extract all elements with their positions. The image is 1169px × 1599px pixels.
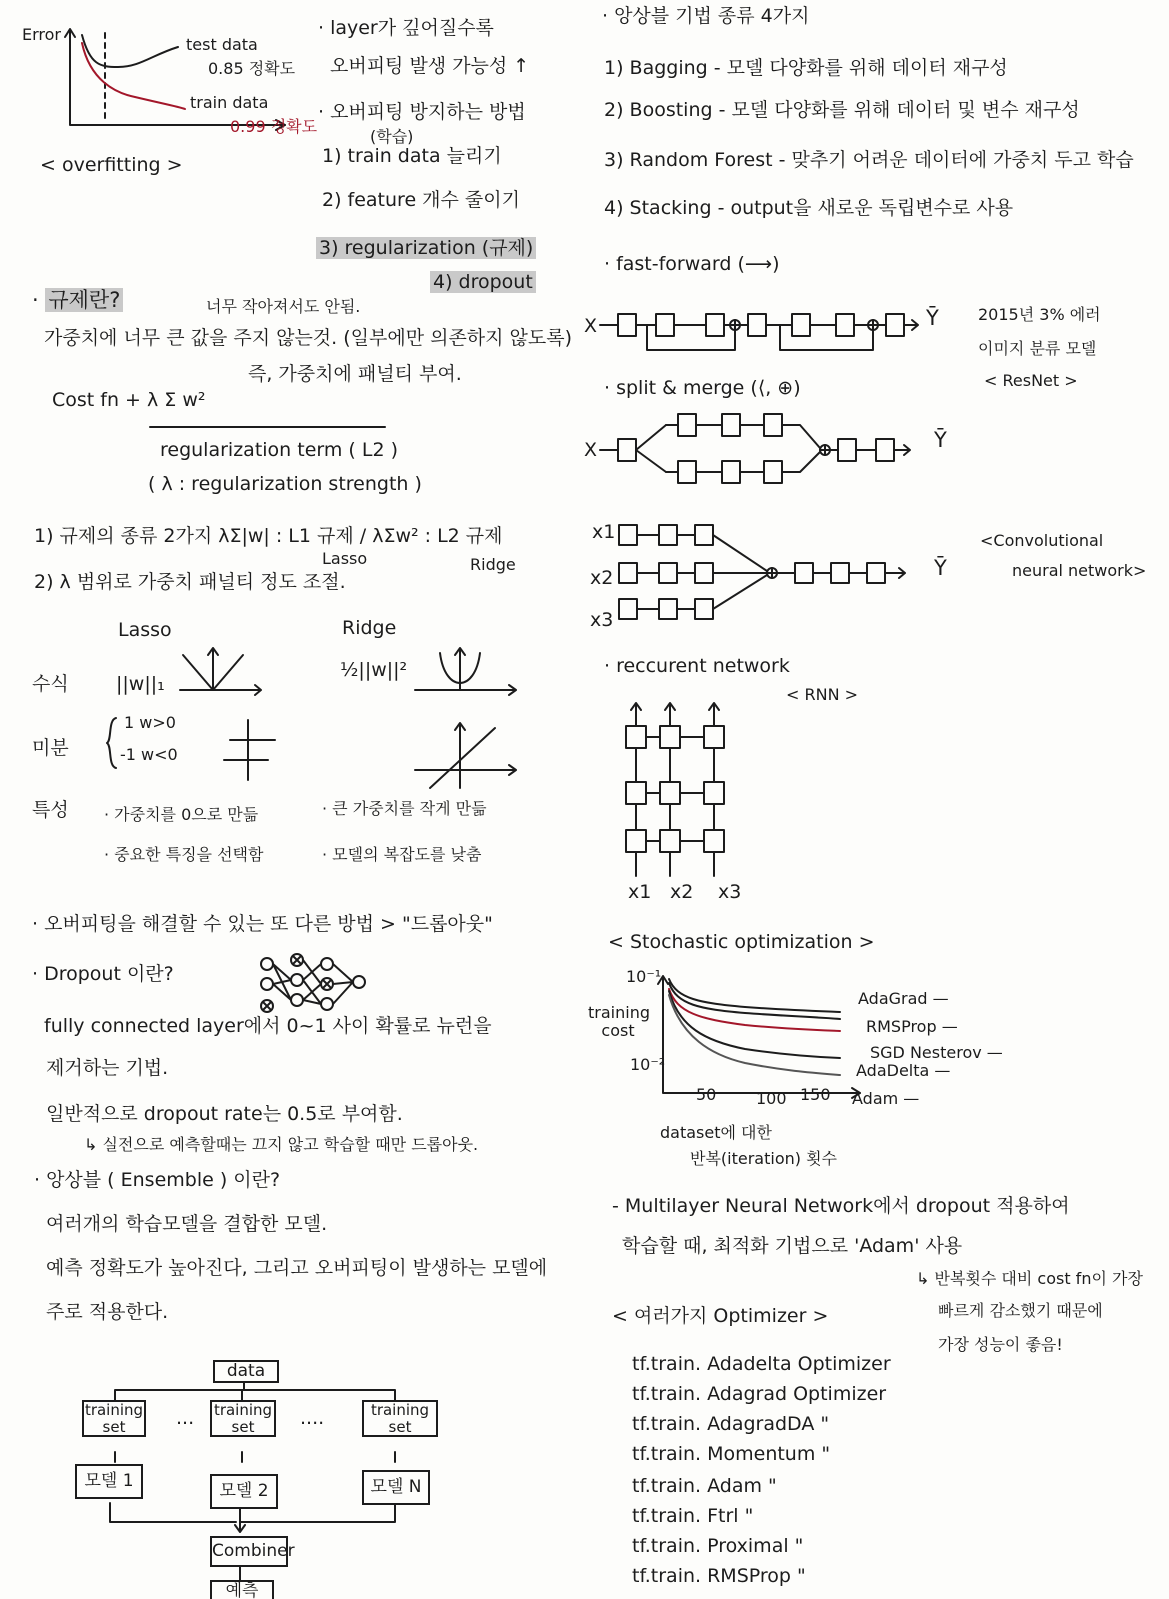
mnn-note-3: 가장 성능이 좋음!: [938, 1335, 1063, 1354]
test-data-label: test data: [186, 35, 258, 54]
legend-adam: Adam —: [852, 1089, 920, 1108]
prevent-item-1: 1) train data 늘리기: [322, 145, 502, 167]
sgd-xlabel-1: dataset에 대한: [660, 1123, 772, 1142]
split-y: Ȳ: [934, 428, 947, 452]
model-n: 모델 N: [362, 1470, 430, 1505]
reg-kinds-2: 2) λ 범위로 가중치 패널티 정도 조절.: [34, 571, 346, 593]
ensemble-kinds-title: · 앙상블 기법 종류 4가지: [602, 5, 810, 27]
lasso-prop-1: · 가중치를 0으로 만듦: [104, 805, 259, 824]
ensemble-line-2: 예측 정확도가 높아진다, 그리고 오버피팅이 발생하는 모델에: [46, 1257, 548, 1279]
ellipsis-2: ....: [300, 1407, 325, 1429]
resnet-note-3: < ResNet >: [984, 371, 1078, 390]
combiner-box: Combiner: [210, 1536, 288, 1567]
ensemble-kind-4: 4) Stacking - output을 새로운 독립변수로 사용: [604, 197, 1014, 219]
sgd-xlabel-2: 반복(iteration) 횟수: [690, 1149, 837, 1168]
sgd-xtick-100: 100: [756, 1089, 787, 1108]
layer-note-1: · layer가 깊어질수록: [318, 17, 494, 39]
reg-title: · 규제란?: [32, 288, 123, 312]
adagrad-line: [669, 979, 840, 1012]
rnn-x2: x2: [670, 881, 694, 903]
reg-term: regularization term ( L2 ): [160, 439, 398, 461]
ff-title: · fast-forward (⟶): [604, 253, 780, 275]
cnn-x1: x1: [592, 521, 616, 543]
optim-item-2: tf.train. Adagrad Optimizer: [632, 1383, 887, 1405]
mnn-note-2: 빠르게 감소했기 때문에: [938, 1301, 1103, 1320]
layer-note-2: 오버피팅 발생 가능성 ↑: [330, 55, 530, 77]
model-2: 모델 2: [210, 1474, 278, 1509]
sgd-chart: [655, 975, 875, 1105]
optim-item-1: tf.train. Adadelta Optimizer: [632, 1353, 891, 1375]
lasso-diff-1: 1 w>0: [124, 713, 176, 732]
ff-y: Ȳ: [926, 306, 939, 330]
cnn-diagram: [615, 515, 935, 625]
model-1: 모델 1: [75, 1464, 143, 1499]
training-set-2: training set: [210, 1400, 276, 1437]
ff-x: X: [584, 315, 598, 337]
col-ridge: Ridge: [342, 617, 397, 639]
lasso-prop-2: · 중요한 특징을 선택함: [104, 845, 264, 864]
adadelta-line: [669, 991, 840, 1058]
ensemble-line-3: 주로 적용한다.: [46, 1301, 169, 1323]
lasso-label: Lasso: [322, 549, 368, 568]
rnn-x1: x1: [628, 881, 652, 903]
optim-item-3: tf.train. AdagradDA ": [632, 1413, 830, 1435]
split-merge-diagram: [600, 410, 940, 490]
dropout-title: · Dropout 이란?: [32, 963, 174, 985]
cnn-x2: x2: [590, 567, 614, 589]
legend-rmsprop: RMSProp —: [866, 1017, 958, 1036]
prediction-box: 예측: [210, 1580, 274, 1599]
dropout-line-1: fully connected layer에서 0~1 사이 확률로 뉴런을: [44, 1015, 492, 1037]
reg-kinds-1: 1) 규제의 종류 2가지 λΣ|w| : L1 규제 / λΣw² : L2 규제: [34, 525, 503, 547]
ridge-label: Ridge: [470, 555, 516, 574]
reg-formula: Cost fn + λ Σ w²: [52, 389, 206, 411]
rnn-diagram: [618, 700, 748, 880]
optim-item-6: tf.train. Ftrl ": [632, 1505, 754, 1527]
mnn-line-1: - Multilayer Neural Network에서 dropout 적용하여: [612, 1195, 1070, 1217]
resnet-diagram: [600, 300, 930, 360]
reg-line-2: 즉, 가중치에 패널티 부여.: [248, 363, 462, 385]
optim-title: < 여러가지 Optimizer >: [612, 1305, 829, 1327]
reg-strength: ( λ : regularization strength ): [148, 473, 422, 495]
lasso-formula: ||w||₁: [116, 673, 165, 695]
optim-item-4: tf.train. Momentum ": [632, 1443, 831, 1465]
data-box: data: [213, 1360, 279, 1383]
cnn-note-1: <Convolutional: [980, 531, 1104, 550]
reg-line-1: 가중치에 너무 큰 값을 주지 않는것. (일부에만 의존하지 않도록): [44, 327, 573, 349]
sgd-ytop: 10⁻¹: [626, 967, 662, 986]
split-title: · split & merge (⟨, ⊕): [604, 377, 801, 399]
training-set-1: training set: [82, 1400, 146, 1437]
ensemble-kind-2: 2) Boosting - 모델 다양화를 위해 데이터 및 변수 재구성: [604, 99, 1080, 121]
graph-ylabel: Error: [22, 25, 61, 44]
ellipsis-1: ...: [176, 1407, 195, 1429]
ridge-prop-2: · 모델의 복잡도를 낮춤: [322, 845, 482, 864]
sgd-ylabel: training cost: [588, 1003, 650, 1041]
test-acc-label: 0.85 정확도: [208, 59, 296, 78]
lasso-diff-2: -1 w<0: [120, 745, 178, 764]
ensemble-kind-3: 3) Random Forest - 맞추기 어려운 데이터에 가중치 두고 학습: [604, 149, 1134, 171]
legend-adagrad: AdaGrad —: [858, 989, 949, 1008]
mnn-note-1: ↳ 반복횟수 대비 cost fn이 가장: [916, 1269, 1143, 1288]
reg-note: 너무 작아져서도 안됨.: [206, 297, 361, 316]
legend-adadelta: AdaDelta —: [856, 1061, 951, 1080]
train-acc-label: 0.99 정확도: [230, 117, 318, 136]
overfitting-caption: < overfitting >: [40, 154, 183, 176]
training-set-n: training set: [362, 1400, 438, 1437]
ridge-prop-1: · 큰 가중치를 작게 만듦: [322, 799, 487, 818]
sgd-title: < Stochastic optimization >: [608, 931, 875, 953]
legend-sgd-nesterov: SGD Nesterov —: [870, 1043, 1003, 1062]
ridge-formula: ½||w||²: [340, 659, 408, 681]
dropout-line-3: 일반적으로 dropout rate는 0.5로 부여함.: [46, 1103, 403, 1125]
dropout-line-2: 제거하는 기법.: [46, 1057, 169, 1079]
dropout-other: · 오버피팅을 해결할 수 있는 또 다른 방법 > "드롭아웃": [32, 913, 493, 935]
split-x: X: [584, 439, 598, 461]
col-lasso: Lasso: [118, 619, 172, 641]
row-prop: 특성: [32, 799, 69, 821]
row-formula: 수식: [32, 673, 69, 695]
prevent-title: · 오버피팅 방지하는 방법: [318, 101, 526, 123]
rnn-label: < RNN >: [786, 685, 859, 704]
optim-item-7: tf.train. Proximal ": [632, 1535, 804, 1557]
sgd-xtick-150: 150: [800, 1085, 831, 1104]
prevent-sub: (학습): [370, 127, 414, 146]
train-data-label: train data: [190, 93, 269, 112]
rnn-x3: x3: [718, 881, 742, 903]
ensemble-title: · 앙상블 ( Ensemble ) 이란?: [34, 1169, 281, 1191]
resnet-note-1: 2015년 3% 에러: [978, 305, 1101, 324]
row-diff: 미분: [32, 737, 69, 759]
sgd-xtick-50: 50: [696, 1085, 717, 1104]
dropout-line-4: ↳ 실전으로 예측할때는 끄지 않고 학습할 때만 드롭아웃.: [84, 1135, 479, 1154]
prevent-item-3: 3) regularization (규제): [316, 238, 536, 260]
cnn-note-2: neural network>: [1012, 561, 1147, 580]
cnn-y: Ȳ: [934, 556, 947, 580]
cnn-x3: x3: [590, 609, 614, 631]
sgd-ybot: 10⁻²: [630, 1055, 666, 1074]
prevent-item-4: 4) dropout: [430, 272, 536, 294]
optim-item-8: tf.train. RMSProp ": [632, 1565, 806, 1587]
ensemble-line-1: 여러개의 학습모델을 결합한 모델.: [46, 1213, 328, 1235]
optim-item-5: tf.train. Adam ": [632, 1475, 777, 1497]
resnet-note-2: 이미지 분류 모델: [978, 339, 1097, 358]
prevent-item-2: 2) feature 개수 줄이기: [322, 189, 520, 211]
ensemble-kind-1: 1) Bagging - 모델 다양화를 위해 데이터 재구성: [604, 57, 1008, 79]
rnn-title: · reccurent network: [604, 655, 790, 677]
mnn-line-2: 학습할 때, 최적화 기법으로 'Adam' 사용: [622, 1235, 963, 1257]
